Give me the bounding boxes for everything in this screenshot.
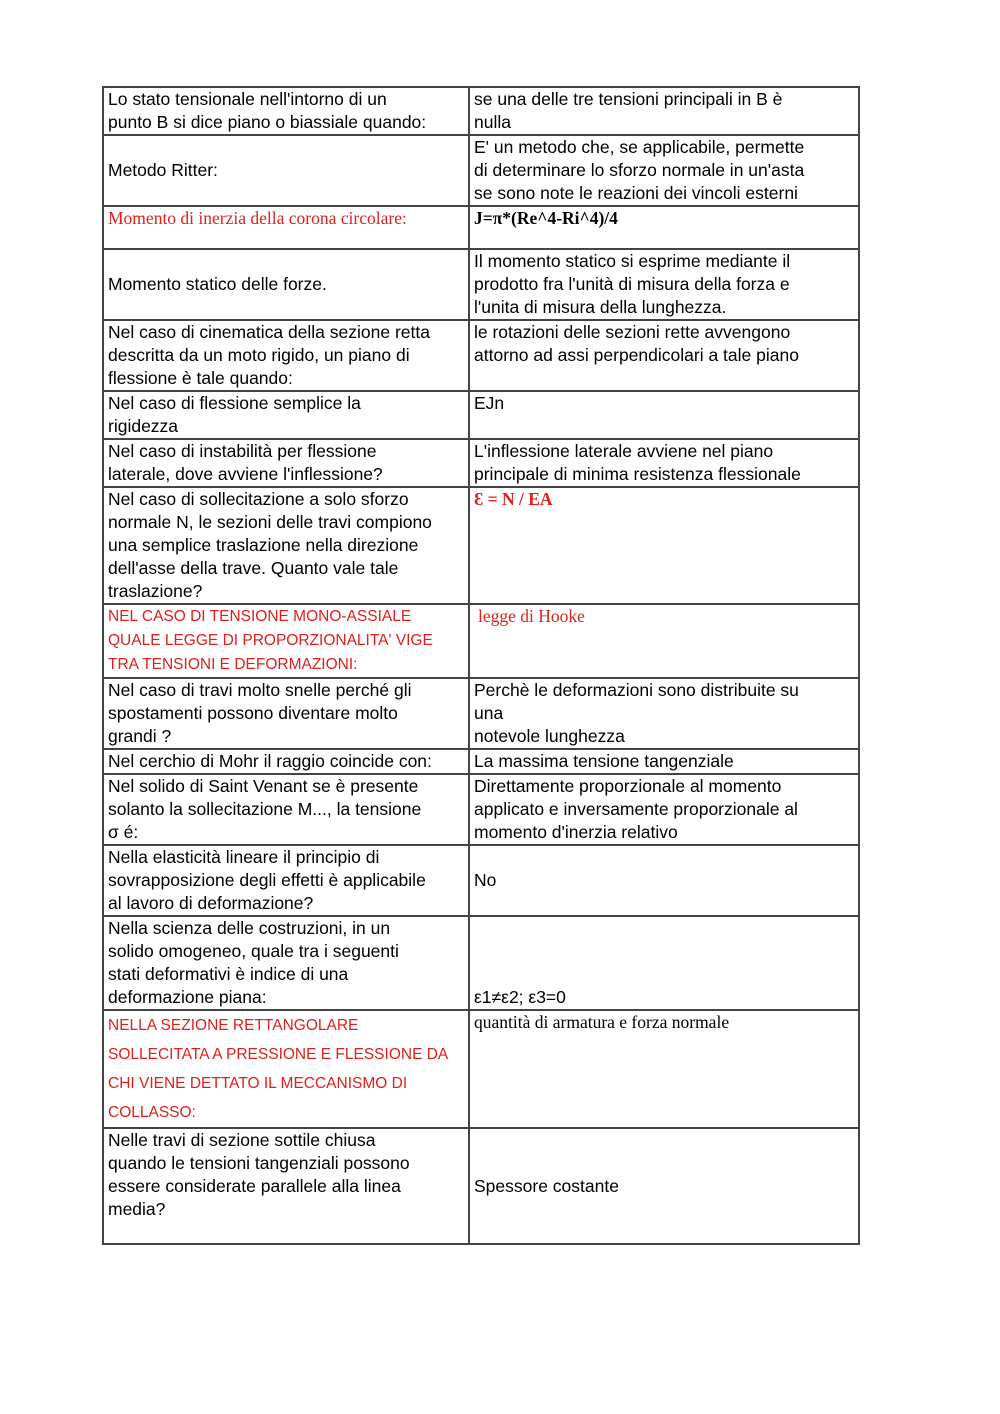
answer-cell bbox=[469, 206, 859, 249]
answer-cell: No bbox=[469, 845, 859, 916]
answer-cell: Spessore costante bbox=[469, 1128, 859, 1244]
table-row bbox=[103, 845, 859, 916]
table-row bbox=[103, 391, 859, 439]
question-cell: Nel caso di cinematica della sezione retta descritta da un moto rigido, un piano di flessione è tale quando: bbox=[103, 320, 469, 391]
question-cell: Metodo Ritter: bbox=[103, 135, 469, 206]
question-cell bbox=[103, 206, 469, 249]
question-cell: Nella elasticità lineare il principio di sovrapposizione degli effetti è applicabile al lavoro di deformazione? bbox=[103, 845, 469, 916]
question-cell: NELLA SEZIONE RETTANGOLARE SOLLECITATA A PRESSIONE E FLESSIONE DA CHI VIENE DETTATO IL MECCANISMO DI COLLASSO: bbox=[103, 1010, 469, 1128]
answer-cell: Il momento statico si esprime mediante il prodotto fra l'unità di misura della forza e l'unita di misura della lunghezza. bbox=[469, 249, 859, 320]
answer-cell: se una delle tre tensioni principali in B è nulla bbox=[469, 87, 859, 135]
answer-cell: La massima tensione tangenziale bbox=[469, 749, 859, 774]
table-row bbox=[103, 320, 859, 391]
answer-cell bbox=[469, 604, 859, 678]
table-row bbox=[103, 249, 859, 320]
answer-cell: le rotazioni delle sezioni rette avvengono attorno ad assi perpendicolari a tale piano bbox=[469, 320, 859, 391]
table-row bbox=[103, 749, 859, 774]
table-row bbox=[103, 604, 859, 678]
table-row bbox=[103, 206, 859, 249]
table-row bbox=[103, 487, 859, 604]
question-cell: Nel caso di sollecitazione a solo sforzo normale N, le sezioni delle travi compiono una semplice traslazione nella direzione dell'asse della trave. Quanto vale tale traslazione? bbox=[103, 487, 469, 604]
answer-cell: Perchè le deformazioni sono distribuite su una notevole lunghezza bbox=[469, 678, 859, 749]
answer-cell bbox=[469, 487, 859, 604]
table-row bbox=[103, 678, 859, 749]
answer-cell: Direttamente proporzionale al momento applicato e inversamente proporzionale al momento d'inerzia relativo bbox=[469, 774, 859, 845]
answer-text: quantità di armatura e forza normale bbox=[474, 1012, 730, 1032]
answer-text: J=π*(Re^4-Ri^4)/4 bbox=[474, 208, 618, 228]
answer-text: Ɛ = N / EA bbox=[474, 489, 553, 509]
answer-cell: EJn bbox=[469, 391, 859, 439]
question-cell: Nella scienza delle costruzioni, in un solido omogeneo, quale tra i seguenti stati deformativi è indice di una deformazione piana: bbox=[103, 916, 469, 1010]
question-cell: Nel solido di Saint Venant se è presente solanto la sollecitazione M..., la tensione σ é: bbox=[103, 774, 469, 845]
table-row bbox=[103, 774, 859, 845]
table-row bbox=[103, 87, 859, 135]
table-row bbox=[103, 1010, 859, 1128]
question-cell: Lo stato tensionale nell'intorno di un punto B si dice piano o biassiale quando: bbox=[103, 87, 469, 135]
question-cell: Nel caso di instabilità per flessione laterale, dove avviene l'inflessione? bbox=[103, 439, 469, 487]
table-row bbox=[103, 135, 859, 206]
answer-cell: ε1≠ε2; ε3=0 bbox=[469, 916, 859, 1010]
answer-cell bbox=[469, 1010, 859, 1128]
question-cell: Momento statico delle forze. bbox=[103, 249, 469, 320]
qa-table bbox=[102, 86, 860, 1245]
answer-cell: L'inflessione laterale avviene nel piano principale di minima resistenza flessionale bbox=[469, 439, 859, 487]
question-cell: NEL CASO DI TENSIONE MONO-ASSIALE QUALE LEGGE DI PROPORZIONALITA' VIGE TRA TENSIONI E DEFORMAZIONI: bbox=[103, 604, 469, 678]
answer-text: legge di Hooke bbox=[478, 606, 585, 626]
answer-cell: E' un metodo che, se applicabile, permette di determinare lo sforzo normale in un'asta se sono note le reazioni dei vincoli esterni bbox=[469, 135, 859, 206]
table-row bbox=[103, 439, 859, 487]
question-cell: Nel cerchio di Mohr il raggio coincide con: bbox=[103, 749, 469, 774]
question-text: Momento di inerzia della corona circolare: bbox=[108, 208, 407, 228]
table-row bbox=[103, 916, 859, 1010]
question-cell: Nelle travi di sezione sottile chiusa quando le tensioni tangenziali possono essere considerate parallele alla linea media? bbox=[103, 1128, 469, 1244]
table-row bbox=[103, 1128, 859, 1244]
question-cell: Nel caso di travi molto snelle perché gli spostamenti possono diventare molto grandi ? bbox=[103, 678, 469, 749]
question-cell: Nel caso di flessione semplice la rigidezza bbox=[103, 391, 469, 439]
